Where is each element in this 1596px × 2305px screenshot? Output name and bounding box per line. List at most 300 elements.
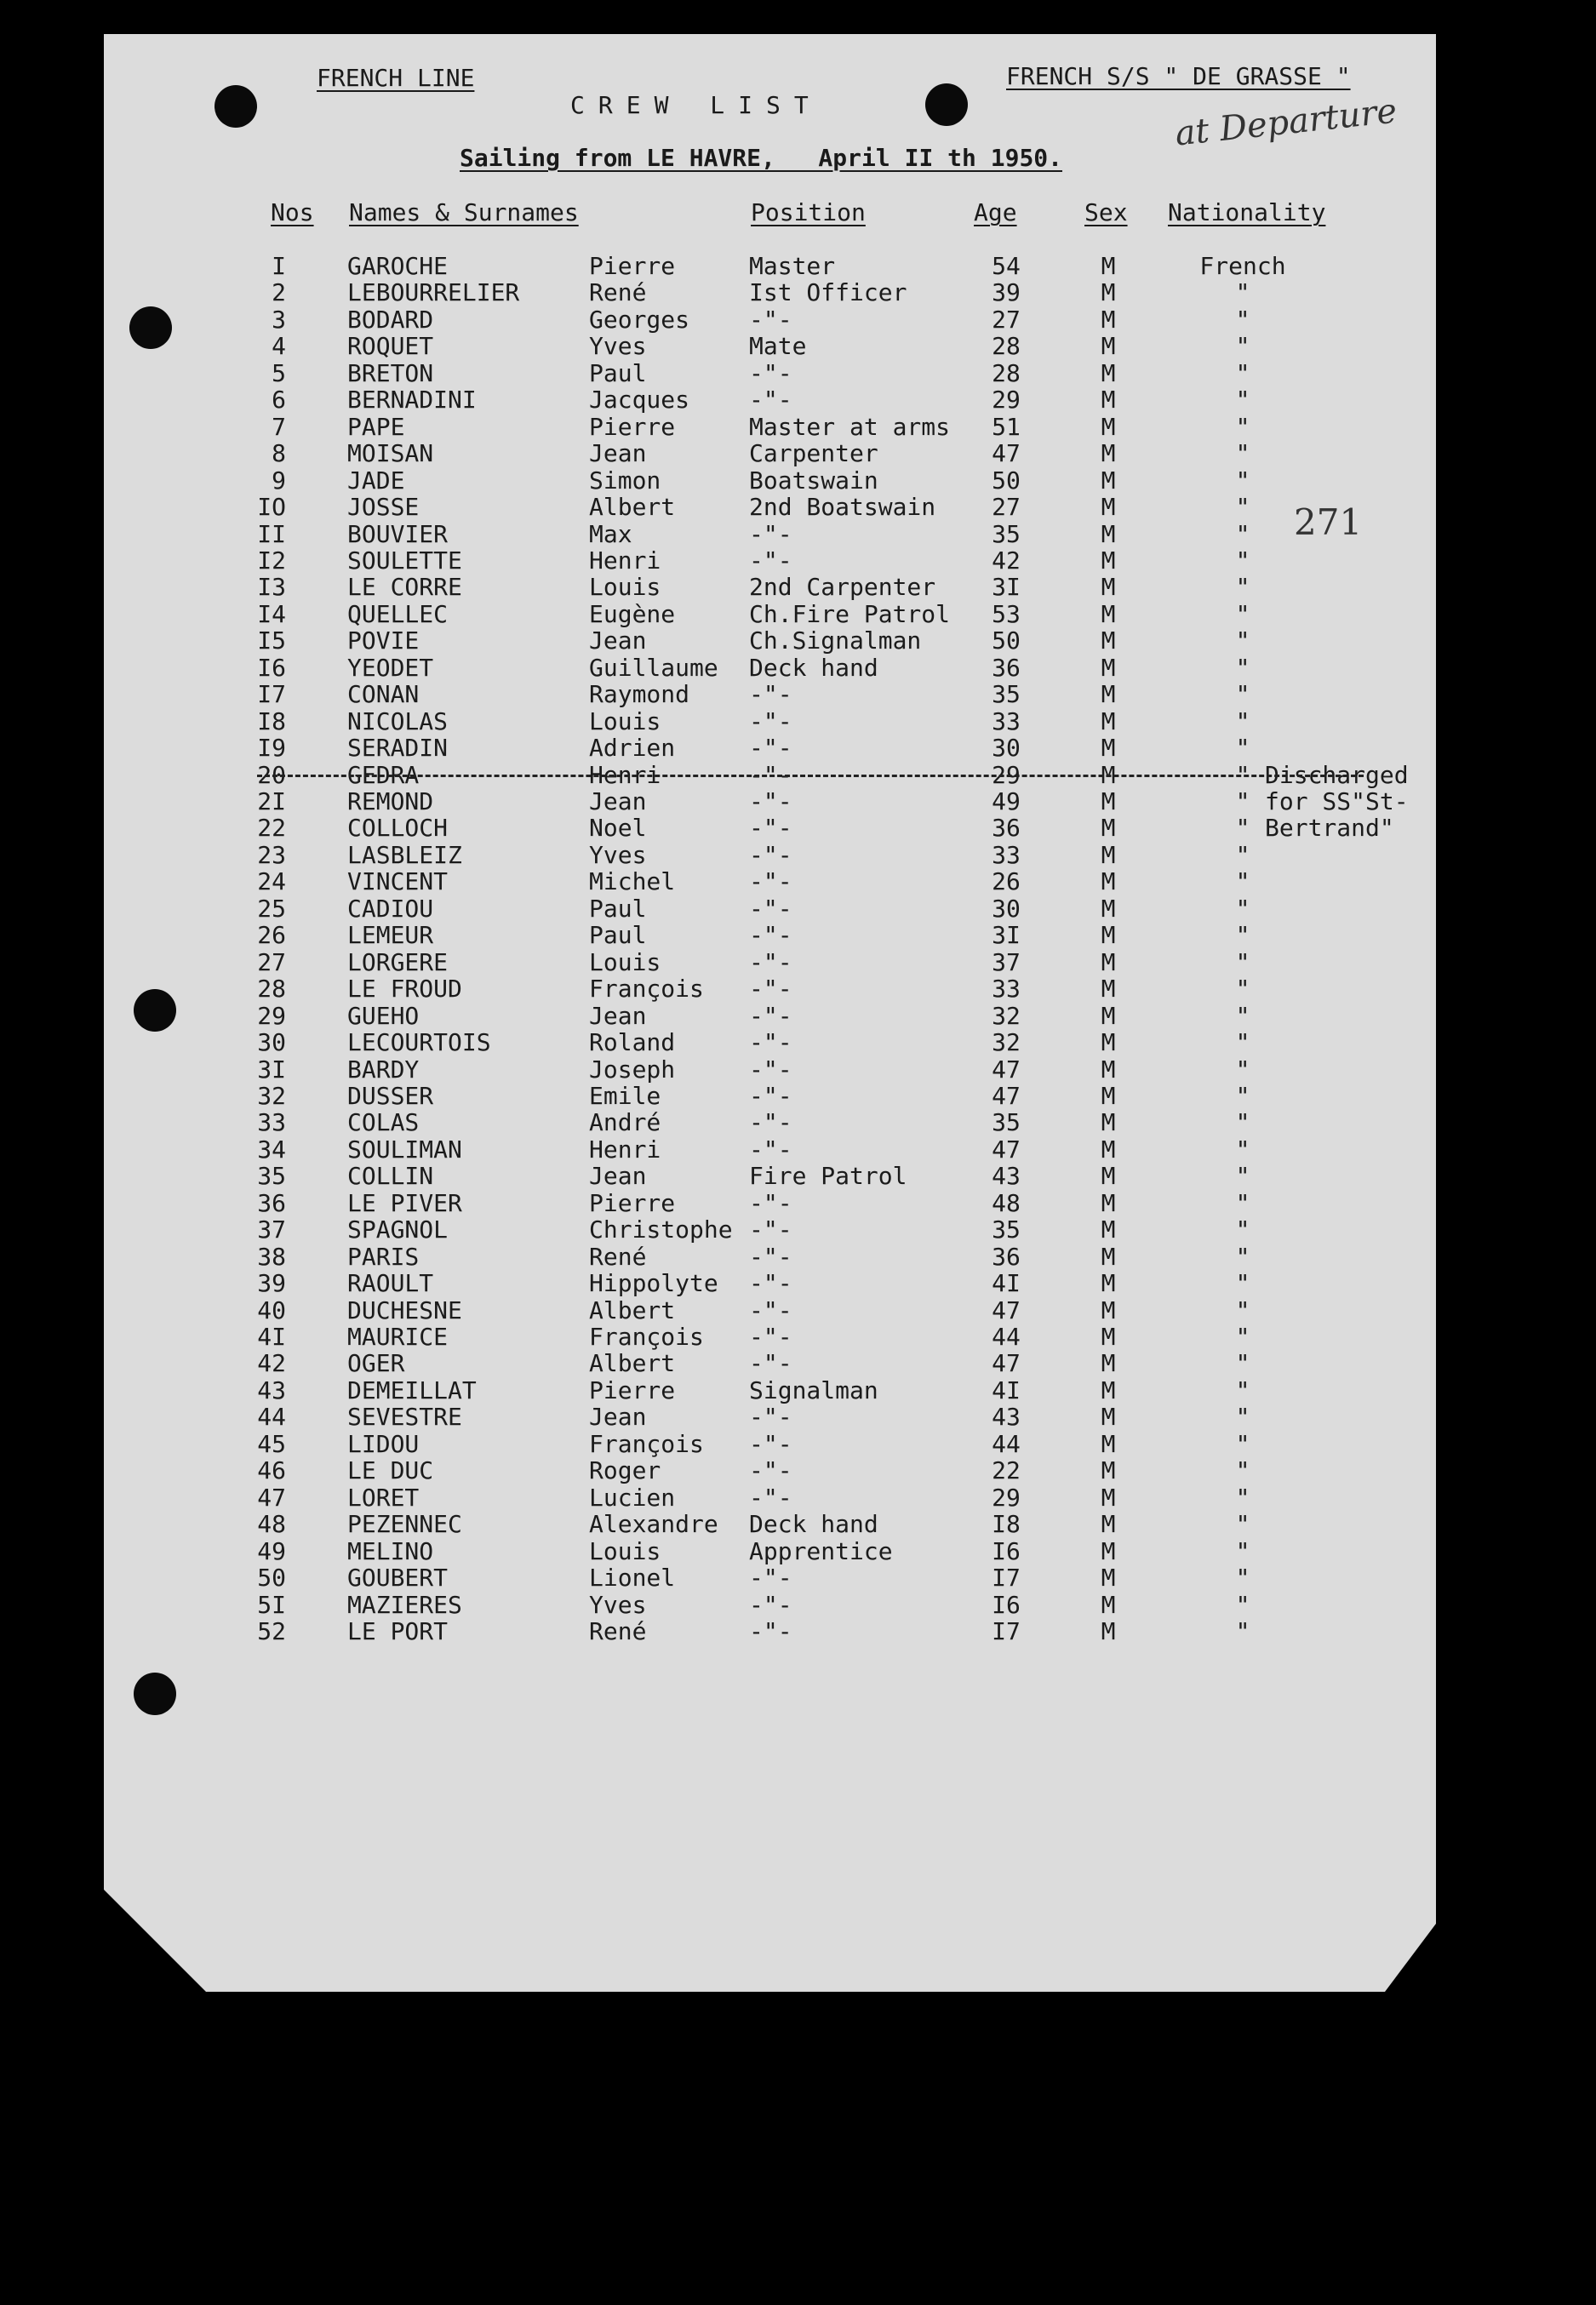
crew-surname: PARIS [347,1242,420,1271]
crew-nationality: " [1235,546,1250,575]
crew-position: -"- [749,867,792,896]
crew-age: 29 [992,760,1021,789]
crew-surname: LE FROUD [347,975,462,1004]
crew-surname: NICOLAS [347,706,449,735]
crew-nationality: " [1235,412,1250,441]
crew-number: 29 [257,1001,286,1030]
crew-surname: BOUVIER [347,519,449,548]
crew-position: Boatswain [749,466,878,495]
table-row [104,1351,1436,1376]
crew-sex: M [1101,1295,1116,1324]
crew-position: -"- [749,760,792,789]
crew-nationality: " [1235,1162,1250,1191]
crew-nationality: " [1235,1429,1250,1458]
folded-corner [1385,1924,1436,1992]
crew-first-name: Christophe [589,1215,733,1244]
crew-nationality: " [1235,894,1250,923]
crew-position: -"- [749,706,792,735]
crew-nationality: " [1235,1616,1250,1645]
crew-nationality: " [1235,573,1250,602]
crew-sex: M [1101,386,1116,415]
crew-sex: M [1101,1188,1116,1217]
crew-age: 44 [992,1323,1021,1351]
crew-surname: COLLIN [347,1162,434,1191]
crew-surname: SERADIN [347,734,449,763]
crew-age: 54 [992,252,1021,280]
handwritten-note: at Departure [1173,91,1399,154]
crew-first-name: Jean [589,1001,647,1030]
crew-first-name: Roland [589,1028,676,1057]
table-row [104,1081,1436,1110]
crew-age: 43 [992,1162,1021,1191]
crew-first-name: Jean [589,626,647,655]
crew-nationality: " [1235,439,1250,468]
crew-position: -"- [749,814,792,843]
crew-age: 47 [992,1295,1021,1324]
crew-first-name: Pierre [589,1188,676,1217]
crew-position: Ist Officer [749,278,907,307]
table-row [104,1485,1436,1511]
col-header-position: Position [751,198,866,226]
crew-surname: POVIE [347,626,420,655]
crew-first-name: Noel [589,814,647,843]
col-header-names: Names & Surnames [349,198,579,226]
crew-age: I8 [992,1510,1021,1539]
crew-nationality: " [1235,1215,1250,1244]
crew-number: 6 [272,386,286,415]
table-row [104,254,1436,279]
crew-number: 49 [257,1536,286,1565]
crew-surname: MAURICE [347,1323,449,1351]
crew-surname: VINCENT [347,867,449,896]
crew-first-name: Lucien [589,1483,676,1512]
crew-number: 45 [257,1429,286,1458]
table-row [104,923,1436,948]
crew-position: -"- [749,1055,792,1084]
crew-age: I7 [992,1564,1021,1593]
crew-age: 28 [992,332,1021,361]
table-row [104,976,1436,1002]
crew-surname: ROQUET [347,332,434,361]
crew-position: Master [749,252,836,280]
crew-age: 47 [992,1055,1021,1084]
table-row [104,495,1436,520]
crew-sex: M [1101,332,1116,361]
crew-position: Ch.Signalman [749,626,922,655]
crew-number: 4 [272,332,286,361]
crew-sex: M [1101,278,1116,307]
crew-age: 26 [992,867,1021,896]
crew-surname: CADIOU [347,894,434,923]
crew-sex: M [1101,1564,1116,1593]
crew-age: 39 [992,278,1021,307]
crew-position: -"- [749,1295,792,1324]
crew-first-name: Jacques [589,386,690,415]
crew-first-name: Raymond [589,680,690,709]
crew-first-name: Albert [589,1349,676,1378]
crew-age: 35 [992,680,1021,709]
crew-position: -"- [749,1135,792,1164]
crew-number: II [257,519,286,548]
crew-nationality: " [1235,1483,1250,1512]
crew-number: 5I [257,1590,286,1619]
crew-first-name: Yves [589,1590,647,1619]
crew-position: Carpenter [749,439,878,468]
crew-number: 43 [257,1376,286,1404]
crew-surname: BARDY [347,1055,420,1084]
crew-position: -"- [749,680,792,709]
crew-first-name: Pierre [589,252,676,280]
table-row [104,735,1436,761]
crew-first-name: Adrien [589,734,676,763]
table-row [104,869,1436,895]
crew-number: I8 [257,706,286,735]
crew-surname: QUELLEC [347,599,449,628]
crew-nationality: " [1235,386,1250,415]
crew-age: 3I [992,573,1021,602]
crew-sex: M [1101,1483,1116,1512]
table-row [104,1057,1436,1083]
sailing-line: Sailing from LE HAVRE, April II th 1950. [460,144,1063,172]
crew-first-name: Louis [589,573,661,602]
crew-number: 5 [272,358,286,387]
crew-surname: SPAGNOL [347,1215,449,1244]
table-row [104,706,1436,735]
table-row [104,1001,1436,1030]
table-row [104,840,1436,869]
crew-number: 7 [272,412,286,441]
crew-surname: DUSSER [347,1081,434,1110]
crew-sex: M [1101,760,1116,789]
table-row [104,1616,1436,1645]
crew-position: -"- [749,358,792,387]
crew-age: 32 [992,1028,1021,1057]
table-row [104,760,1436,789]
crew-number: 27 [257,947,286,976]
crew-number: 24 [257,867,286,896]
crew-sex: M [1101,599,1116,628]
crew-age: 36 [992,1242,1021,1271]
crew-age: 33 [992,840,1021,869]
crew-sex: M [1101,1055,1116,1084]
crew-sex: M [1101,519,1116,548]
crew-age: 43 [992,1403,1021,1432]
crew-surname: GEDRA [347,760,420,789]
crew-first-name: Paul [589,921,647,950]
crew-nationality: " [1235,599,1250,628]
crew-age: 42 [992,546,1021,575]
crew-position: -"- [749,840,792,869]
crew-number: 30 [257,1028,286,1057]
crew-position: 2nd Boatswain [749,493,936,522]
crew-nationality: " [1235,305,1250,334]
crew-nationality: " [1235,975,1250,1004]
crew-sex: M [1101,1001,1116,1030]
crew-number: 48 [257,1510,286,1539]
crew-surname: LEMEUR [347,921,434,950]
crew-sex: M [1101,1510,1116,1539]
crew-position: -"- [749,1188,792,1217]
crew-position: -"- [749,1215,792,1244]
crew-nationality: " [1235,1590,1250,1619]
crew-first-name: Jean [589,1162,647,1191]
table-row [104,1512,1436,1537]
crew-age: 50 [992,626,1021,655]
crew-sex: M [1101,653,1116,682]
crew-surname: GAROCHE [347,252,449,280]
crew-first-name: Pierre [589,1376,676,1404]
table-row [104,1164,1436,1189]
crew-number: 36 [257,1188,286,1217]
crew-sex: M [1101,921,1116,950]
crew-nationality: " [1235,1055,1250,1084]
crew-nationality: " [1235,1323,1250,1351]
crew-nationality: " [1235,653,1250,682]
table-row [104,628,1436,654]
crew-surname: SEVESTRE [347,1403,462,1432]
crew-age: 47 [992,1135,1021,1164]
crew-nationality: " [1235,680,1250,709]
crew-surname: REMOND [347,787,434,815]
crew-sex: M [1101,493,1116,522]
crew-nationality: " [1235,519,1250,548]
crew-surname: LASBLEIZ [347,840,462,869]
crew-first-name: André [589,1108,661,1137]
crew-age: 4I [992,1376,1021,1404]
crew-surname: LEBOURRELIER [347,278,520,307]
crew-nationality: " [1235,1108,1250,1137]
crew-surname: LECOURTOIS [347,1028,491,1057]
crew-first-name: Louis [589,1536,661,1565]
table-row [104,1188,1436,1217]
row-note: Bertrand" [1265,814,1394,843]
crew-position: -"- [749,1456,792,1485]
crew-number: 9 [272,466,286,495]
crew-first-name: Yves [589,332,647,361]
crew-nationality: " [1235,1376,1250,1404]
crew-first-name: Lionel [589,1564,676,1593]
crew-position: -"- [749,1108,792,1137]
crew-position: 2nd Carpenter [749,573,936,602]
crew-number: I3 [257,573,286,602]
table-row [104,815,1436,841]
table-row [104,682,1436,707]
crew-age: 35 [992,1108,1021,1137]
crew-number: I6 [257,653,286,682]
crew-nationality: " [1235,358,1250,387]
crew-number: 34 [257,1135,286,1164]
crew-sex: M [1101,1028,1116,1057]
crew-first-name: Jean [589,1403,647,1432]
crew-surname: DEMEILLAT [347,1376,477,1404]
table-row [104,519,1436,548]
crew-surname: BRETON [347,358,434,387]
crew-sex: M [1101,466,1116,495]
crew-sex: M [1101,573,1116,602]
crew-age: 4I [992,1269,1021,1298]
table-row [104,358,1436,387]
crew-position: Signalman [749,1376,878,1404]
crew-number: 2I [257,787,286,815]
crew-sex: M [1101,1269,1116,1298]
table-row [104,655,1436,681]
crew-nationality: " [1235,1188,1250,1217]
crew-nationality: " [1235,1536,1250,1565]
crew-first-name: René [589,1242,647,1271]
folded-corner [104,1890,206,1992]
crew-first-name: Henri [589,546,661,575]
crew-age: 35 [992,1215,1021,1244]
crew-first-name: Alexandre [589,1510,718,1539]
crew-number: 33 [257,1108,286,1137]
crew-first-name: Yves [589,840,647,869]
crew-number: 23 [257,840,286,869]
crew-sex: M [1101,1403,1116,1432]
crew-surname: MAZIERES [347,1590,462,1619]
crew-position: Apprentice [749,1536,893,1565]
crew-number: 39 [257,1269,286,1298]
ship-name: FRENCH S/S " DE GRASSE " [1006,62,1351,90]
crew-nationality: " [1235,787,1250,815]
crew-sex: M [1101,546,1116,575]
crew-position: -"- [749,1590,792,1619]
punch-hole [215,85,257,128]
table-row [104,599,1436,628]
crew-first-name: Paul [589,358,647,387]
table-row [104,789,1436,815]
row-note: Discharged [1265,760,1409,789]
crew-surname: JOSSE [347,493,420,522]
crew-sex: M [1101,252,1116,280]
crew-sex: M [1101,947,1116,976]
crew-first-name: Louis [589,947,661,976]
crew-age: 27 [992,493,1021,522]
crew-number: 32 [257,1081,286,1110]
crew-position: -"- [749,1028,792,1057]
table-row [104,280,1436,306]
crew-age: 32 [992,1001,1021,1030]
crew-age: 29 [992,1483,1021,1512]
crew-age: 47 [992,1081,1021,1110]
table-row [104,1217,1436,1243]
table-row [104,1536,1436,1565]
crew-nationality: French [1199,252,1286,280]
crew-number: 50 [257,1564,286,1593]
crew-surname: DUCHESNE [347,1295,462,1324]
crew-nationality: " [1235,1295,1250,1324]
crew-nationality: " [1235,493,1250,522]
crew-first-name: Albert [589,493,676,522]
document-page [104,34,1436,1992]
crew-age: 49 [992,787,1021,815]
crew-nationality: " [1235,947,1250,976]
crew-surname: BERNADINI [347,386,477,415]
crew-sex: M [1101,975,1116,1004]
crew-surname: PEZENNEC [347,1510,462,1539]
crew-sex: M [1101,1108,1116,1137]
crew-surname: LORET [347,1483,420,1512]
crew-position: -"- [749,1269,792,1298]
punch-hole [134,1673,176,1715]
table-row [104,1429,1436,1458]
crew-first-name: Henri [589,760,661,789]
crew-age: 48 [992,1188,1021,1217]
crew-number: I2 [257,546,286,575]
crew-age: 3I [992,921,1021,950]
crew-number: 20 [257,760,286,789]
crew-age: 28 [992,358,1021,387]
crew-age: 36 [992,653,1021,682]
crew-number: I9 [257,734,286,763]
table-row [104,1590,1436,1619]
crew-nationality: " [1235,1001,1250,1030]
crew-sex: M [1101,1135,1116,1164]
crew-nationality: " [1235,867,1250,896]
crew-sex: M [1101,706,1116,735]
crew-age: I6 [992,1536,1021,1565]
crew-nationality: " [1235,760,1250,789]
crew-number: 42 [257,1349,286,1378]
crew-number: 46 [257,1456,286,1485]
document-title: CREW LIST [570,91,822,119]
crew-first-name: Guillaume [589,653,718,682]
crew-first-name: Hippolyte [589,1269,718,1298]
crew-surname: MOISAN [347,439,434,468]
table-row [104,1244,1436,1270]
crew-first-name: Michel [589,867,676,896]
crew-nationality: " [1235,1403,1250,1432]
crew-position: -"- [749,546,792,575]
table-row [104,441,1436,466]
crew-position: -"- [749,1081,792,1110]
crew-age: 47 [992,439,1021,468]
crew-nationality: " [1235,1028,1250,1057]
crew-number: I7 [257,680,286,709]
crew-nationality: " [1235,1510,1250,1539]
crew-sex: M [1101,814,1116,843]
crew-age: I6 [992,1590,1021,1619]
crew-nationality: " [1235,626,1250,655]
crew-surname: SOULETTE [347,546,462,575]
crew-position: Deck hand [749,653,878,682]
crew-age: 30 [992,734,1021,763]
crew-age: 29 [992,386,1021,415]
crew-number: 35 [257,1162,286,1191]
crew-age: 27 [992,305,1021,334]
crew-age: 47 [992,1349,1021,1378]
crew-position: -"- [749,1403,792,1432]
crew-surname: COLAS [347,1108,420,1137]
crew-first-name: René [589,278,647,307]
crew-number: I5 [257,626,286,655]
crew-sex: M [1101,1429,1116,1458]
crew-position: -"- [749,921,792,950]
crew-sex: M [1101,1215,1116,1244]
crew-number: 8 [272,439,286,468]
company-name: FRENCH LINE [317,64,475,92]
crew-sex: M [1101,1242,1116,1271]
crew-position: -"- [749,305,792,334]
table-row [104,1271,1436,1296]
crew-surname: RAOULT [347,1269,434,1298]
crew-nationality: " [1235,734,1250,763]
crew-first-name: Joseph [589,1055,676,1084]
crew-first-name: Eugène [589,599,676,628]
crew-position: -"- [749,1323,792,1351]
crew-first-name: Jean [589,439,647,468]
crew-first-name: Paul [589,894,647,923]
crew-nationality: " [1235,921,1250,950]
